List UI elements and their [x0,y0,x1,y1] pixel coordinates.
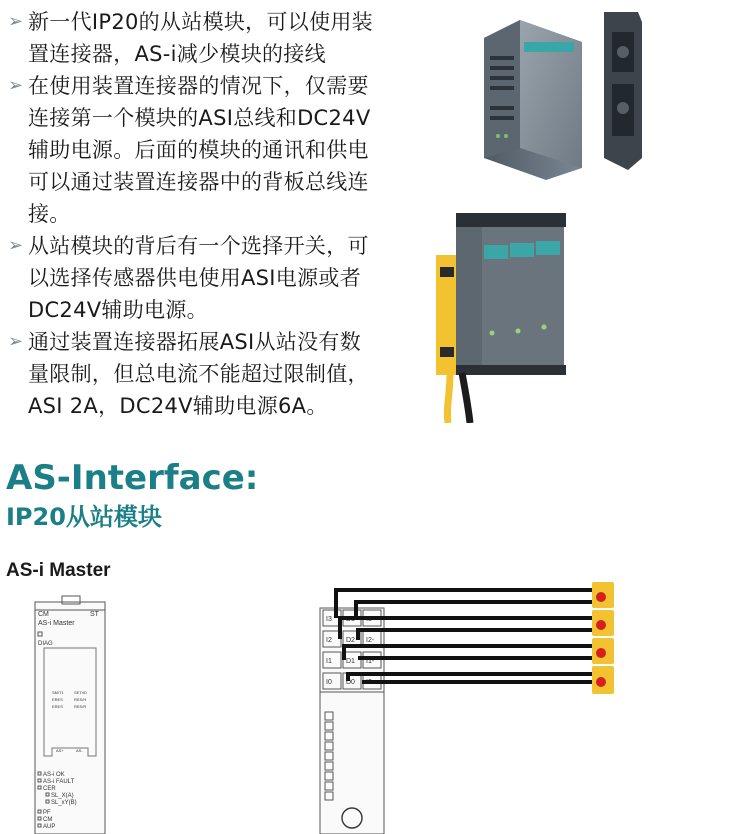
slave-terminal: D1 [346,658,355,665]
slave-terminal: I1 [326,658,332,665]
master-top-right: ST [90,611,99,618]
bullet-arrow-icon: ➢ [8,331,24,352]
feature-line: 辅助电源。后面的模块的通讯和供电 [28,138,369,162]
feature-line: DC24V辅助电源。 [28,298,208,322]
master-diag: DIAG [38,641,53,647]
slave-terminal: I0- [366,679,375,686]
master-inner-bottom-left: AS+ [56,748,64,753]
slave-terminal: D0 [346,679,355,686]
bullet-arrow-icon: ➢ [8,235,24,256]
feature-line: 在使用装置连接器的情况下，仅需要 [28,74,369,98]
feature-line: 通过装置连接器拓展ASI从站没有数 [28,330,361,354]
master-led-label: SL_xY(B) [51,800,77,806]
emergency-stop-sensor [592,638,614,664]
feature-list [6,6,416,422]
emergency-stop-sensor [592,666,614,694]
master-top-left: CM [38,611,49,618]
feature-item-4 [6,326,416,422]
module-photo-row [436,205,576,423]
page-title: AS-Interface: [6,458,259,498]
feature-line: 以选择传感器供电使用ASI电源或者 [28,266,361,290]
master-name: AS-i Master [38,620,75,627]
slave-terminal: I3 [326,616,332,623]
master-led-label: SL_X(A) [51,793,74,799]
feature-item-1 [6,6,416,70]
emergency-stop-sensor [592,610,614,636]
bullet-arrow-icon: ➢ [8,75,24,96]
master-inner-left: SM/T1 [52,690,64,695]
page-subtitle: IP20从站模块 [6,503,162,531]
feature-line: 量限制，但总电流不能超过限制值， [28,362,369,386]
master-inner-right: RES/R [74,704,87,709]
slave-terminal: I2- [366,637,375,644]
slave-module [320,608,384,834]
master-inner-right: SET/ID [74,690,87,695]
bullet-arrow-icon: ➢ [8,11,24,32]
emergency-stop-sensor [592,582,614,608]
feature-line: 连接第一个模块的ASI总线和DC24V [28,106,371,130]
section-heading [6,456,258,534]
feature-line: 新一代IP20的从站模块，可以使用装 [28,10,373,34]
feature-line: 接。 [28,202,71,226]
feature-line: 可以通过装置连接器中的背板总线连 [28,170,369,194]
slave-terminal: D2 [346,637,355,644]
feature-line: ASI 2A，DC24V辅助电源6A。 [28,394,328,418]
slave-terminal: I0 [326,679,332,686]
feature-line: 置连接器，AS-i减少模块的接线 [28,42,326,66]
master-led-label: AS-i OK [43,772,65,778]
feature-item-3 [6,230,416,326]
master-led-label: AS-i FAULT [43,779,75,785]
master-led-label: CER [43,786,56,792]
master-led-label: AUP [43,824,56,830]
master-module [35,596,105,834]
slave-terminal: I2 [326,637,332,644]
feature-line: 从站模块的背后有一个选择开关，可 [28,234,369,258]
master-inner-right: RES/H [74,697,87,702]
master-inner-bottom-right: AS- [76,748,83,753]
slave-terminal: D3 [346,616,355,623]
wiring-diagram [0,580,750,834]
master-inner-left: ERES [52,704,63,709]
sensor-column [592,582,614,694]
slave-terminal: I1- [366,658,375,665]
master-led-label: PF [43,810,51,816]
slave-terminal: I3- [366,616,375,623]
master-label: AS-i Master [6,560,111,581]
feature-item-2 [6,70,416,230]
master-led-label: CM [43,817,53,823]
master-inner-left: ERES [52,697,63,702]
module-photo-single [478,8,648,180]
